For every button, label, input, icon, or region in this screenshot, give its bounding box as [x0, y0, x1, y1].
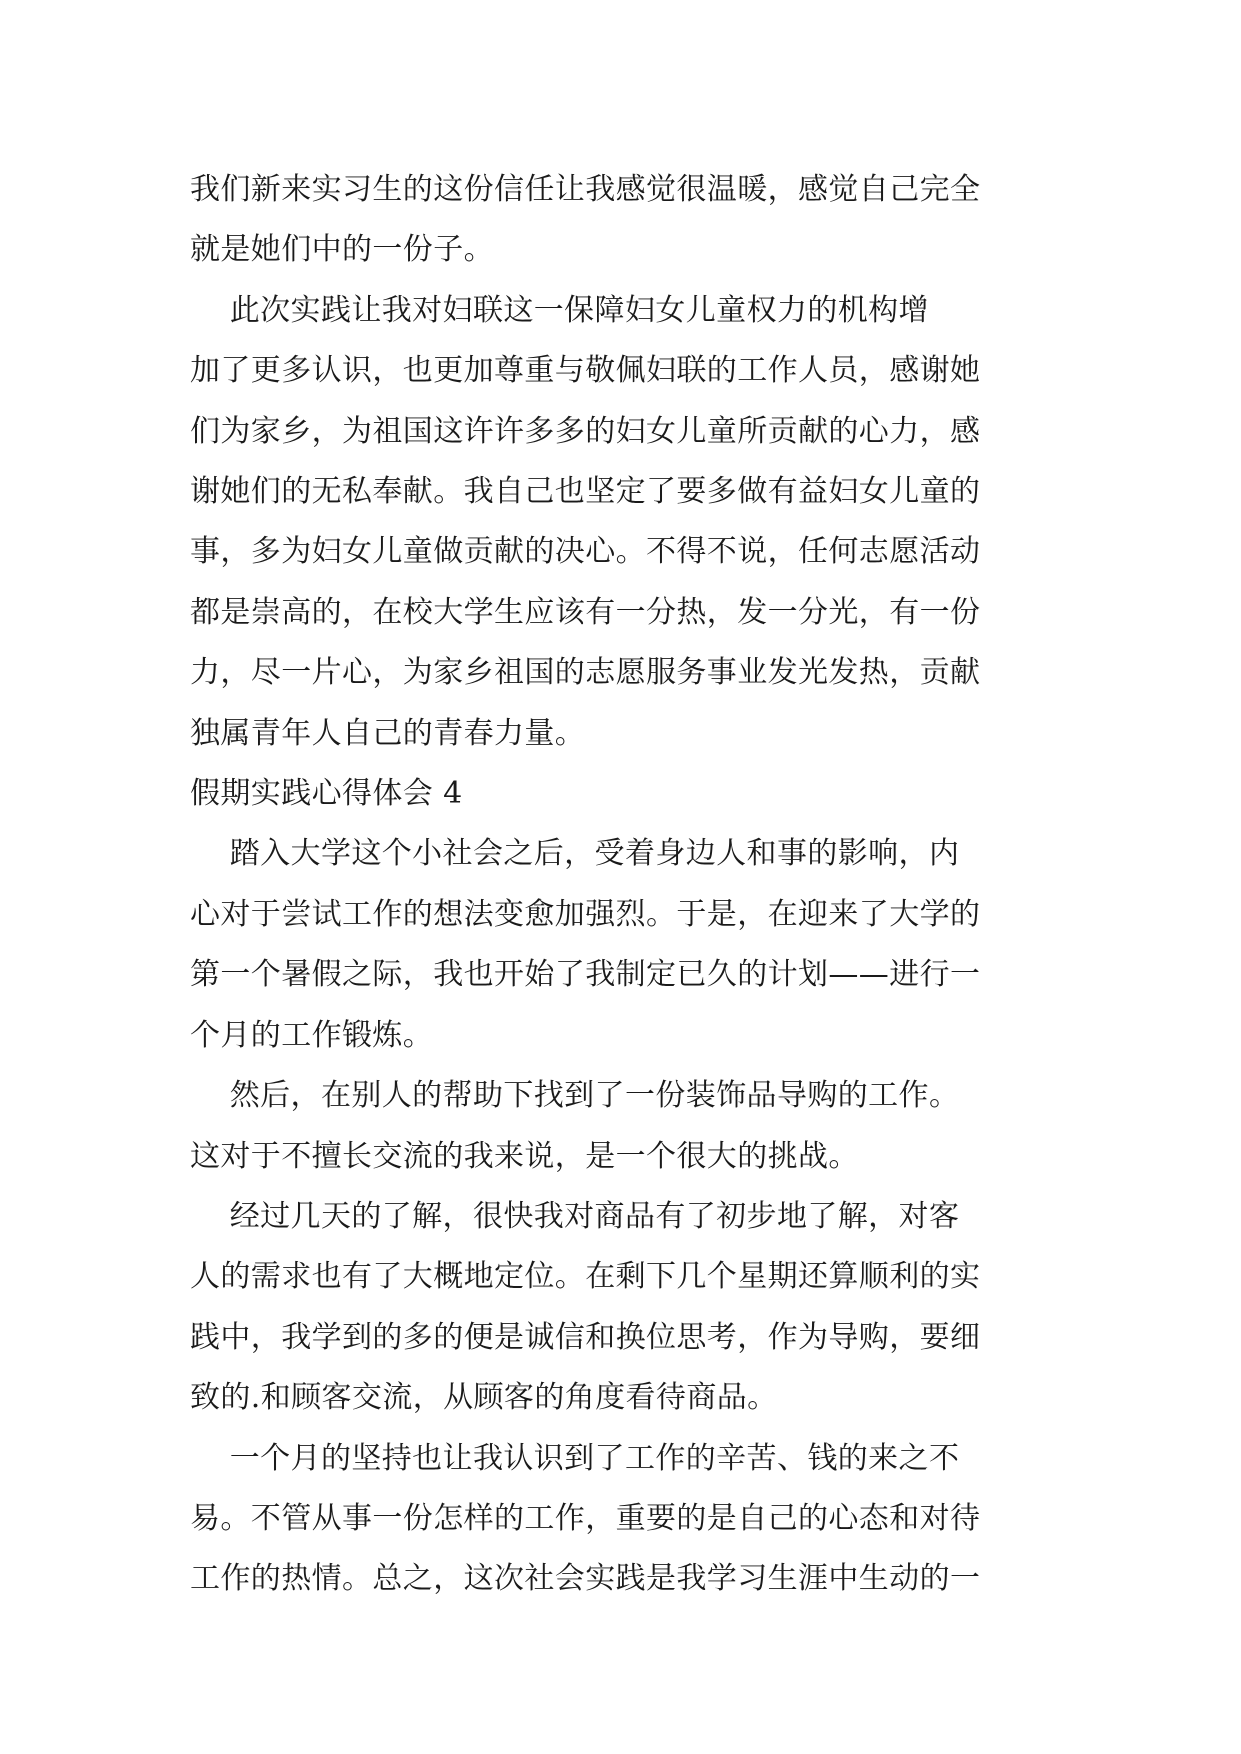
paragraph-3: 踏入大学这个小社会之后，受着身边人和事的影响，内 心对于尝试工作的想法变愈加强烈。于是，在迎来了大学的 第一个暑假之际，我也开始了我制定已久的计划——进行一 个月的工作锻炼。 — [190, 836, 981, 1053]
paragraph-4: 然后，在别人的帮助下找到了一份装饰品导购的工作。 这对于不擅长交流的我来说，是一个很大的挑战。 — [190, 1078, 960, 1174]
paragraph-1: 我们新来实习生的这份信任让我感觉很温暖，感觉自己完全 就是她们中的一份子。 — [190, 172, 981, 268]
document-body — [190, 160, 1060, 1610]
paragraph-5: 经过几天的了解，很快我对商品有了初步地了解，对客 人的需求也有了大概地定位。在剩下几个星期还算顺利的实 践中，我学到的多的便是诚信和换位思考，作为导购，要细 致的.和顾客交流，从顾客的角度看待商品。 — [190, 1198, 981, 1416]
paragraph-2: 此次实践让我对妇联这一保障妇女儿童权力的机构增 加了更多认识，也更加尊重与敬佩妇联的工作人员，感谢她 们为家乡，为祖国这许许多多的妇女儿童所贡献的心力，感 谢她们的无私奉献。我自己也坚定了要多做有益妇女儿童的 事，多为妇女儿童做贡献的决心。不得不说，任何志愿活动 都是崇高的，在校大学生应该有一分热，发一分光，有一份 力，尽一片心，为家乡祖国的志愿服务事业发光发热，贡献 独属青年人自己的青春力量。 — [190, 292, 981, 751]
section-heading: 假期实践心得体会 4 — [190, 776, 463, 812]
paragraph-6: 一个月的坚持也让我认识到了工作的辛苦、钱的来之不 易。不管从事一份怎样的工作，重要的是自己的心态和对待 工作的热情。总之，这次社会实践是我学习生涯中生动的一 — [190, 1440, 981, 1597]
